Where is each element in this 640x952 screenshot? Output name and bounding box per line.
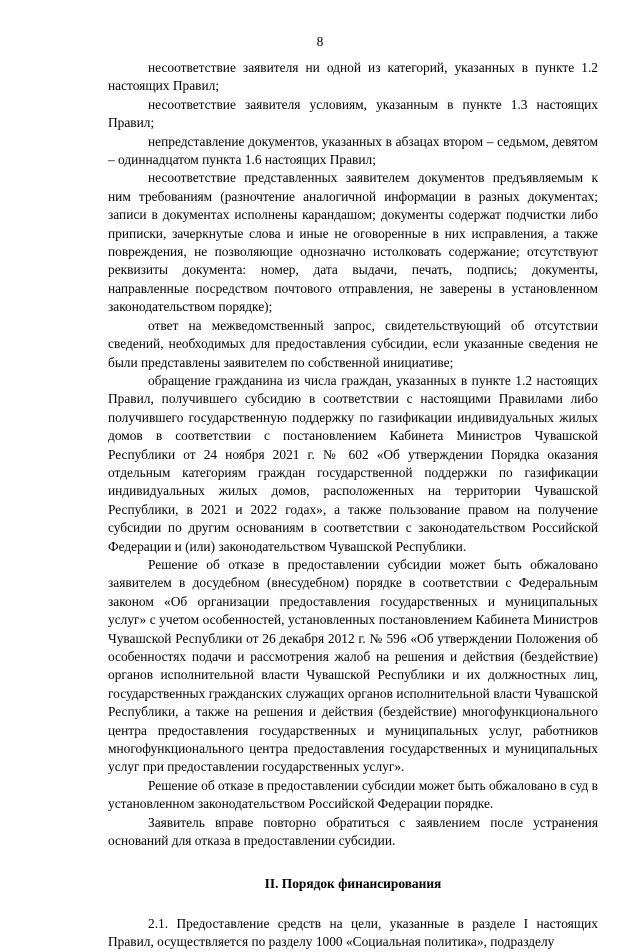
document-body [108, 59, 598, 952]
paragraph: обращение гражданина из числа граждан, указанных в пункте 1.2 настоящих Правил, получившего субсидию в соответствии с настоящими Правилами либо получившего государственную поддержку по газификации индивидуальных жилых домов в соответствии с постановлением Кабинета Министров Чувашской Республики от 24 ноября 2021 г. № 602 «Об утверждении Порядка оказания отдельным категориям граждан государственной поддержки по газификации индивидуальных жилых домов, расположенных на территории Чувашской Республики, в 2021 и 2022 годах», а также пользование правом на получение субсидии по другим основаниям в соответствии с законодательством Российской Федерации и (или) законодательством Чувашской Республики. [108, 372, 598, 554]
paragraph: несоответствие заявителя ни одной из категорий, указанных в пункте 1.2 настоящих Правил; [108, 60, 598, 94]
paragraph: непредставление документов, указанных в абзацах втором – седьмом, девятом – одиннадцатом пункта 1.6 настоящих Правил; [108, 133, 598, 168]
paragraph: Решение об отказе в предоставлении субсидии может быть обжаловано в суд в установленном законодательством Российской Федерации порядке. [108, 777, 598, 812]
paragraph: несоответствие представленных заявителем документов предъявляемым к ним требованиям (разночтение аналогичной информации в разных документах; записи в документах исполнены карандашом; документы содержат подчистки либо приписки, зачеркнутые слова и иные не оговоренные в них исправления, а также повреждения, не позволяющие однозначно истолковать содержание; отсутствуют реквизиты документа: номер, дата выдачи, печать, подпись; документы, направленные посредством почтового отправления, не заверены в установленном законодательством порядке); [108, 170, 598, 315]
paragraph: 2.1. Предоставление средств на цели, указанные в разделе I настоящих Правил, осуществляется по разделу 1000 «Социальная политика», подразделу [108, 915, 598, 950]
paragraph: Решение об отказе в предоставлении субсидии может быть обжаловано заявителем в досудебном (внесудебном) порядке в соответствии с Федеральным законом «Об организации предоставления государственных и муниципальных услуг» с учетом особенностей, установленных постановлением Кабинета Министров Чувашской Республики от 26 декабря 2012 г. № 596 «Об утверждении Положения об особенностях подачи и рассмотрения жалоб на решения и действия (бездействие) органов исполнительной власти Чувашской Республики и их должностных лиц, государственных гражданских служащих органов исполнительной власти Чувашской Республики, а также на решения и действия (бездействие) многофункционального центра предоставления государственных и муниципальных услуг, работников многофункционального центра предоставления государственных и муниципальных услуг при предоставлении государственных услуг». [108, 556, 598, 775]
paragraph: Заявитель вправе повторно обратиться с заявлением после устранения оснований для отказа в предоставлении субсидии. [108, 814, 598, 849]
paragraph: несоответствие заявителя условиям, указанным в пункте 1.3 настоящих Правил; [108, 96, 598, 131]
section-heading: II. Порядок финансирования [264, 876, 442, 892]
paragraph: ответ на межведомственный запрос, свидетельствующий об отсутствии сведений, необходимых для предоставления субсидии, если указанные сведения не были представлены заявителем по собственной инициативе; [108, 317, 598, 370]
page-number: 8 [316, 34, 324, 49]
